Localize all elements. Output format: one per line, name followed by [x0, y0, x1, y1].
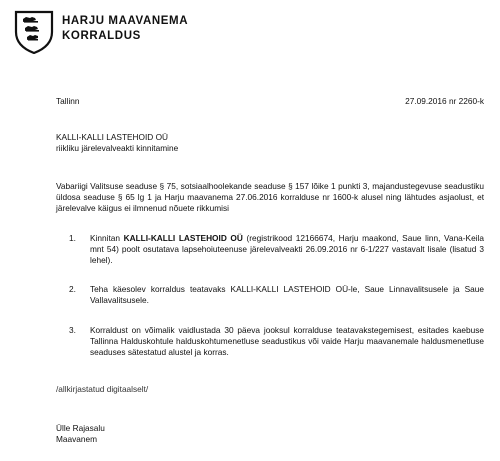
- item-text-pre: Kinnitan: [90, 233, 124, 243]
- preamble-paragraph: Vabariigi Valitsuse seaduse § 75, sotsiaalhoolekande seaduse § 157 lõike 1 punkti 3, majandustegevuse seadustiku üldosa seaduse § 65 lg 1 ja Harju maavanema 27.06.2016 korralduse nr 1600-k alusel ning lähtudes asjaolust, et järelevalve käigus ei ilmnenud nõuete rikkumisi: [56, 181, 484, 213]
- signatory-name: Ülle Rajasalu: [56, 423, 105, 433]
- subject-company: KALLI-KALLI LASTEHOID OÜ: [56, 132, 169, 142]
- list-item: [56, 325, 484, 358]
- subject-block: [56, 132, 178, 154]
- digital-signature-note: /allkirjastatud digitaalselt/: [56, 384, 149, 394]
- item-text: [90, 233, 484, 266]
- org-name-line1: HARJU MAAVANEMA: [62, 15, 189, 27]
- list-item: [56, 284, 484, 306]
- coat-of-arms-icon: [14, 10, 54, 54]
- date-and-number: 27.09.2016 nr 2260-k: [405, 96, 484, 106]
- item-company-bold: KALLI-KALLI LASTEHOID OÜ: [123, 233, 243, 243]
- item-number: 3.: [69, 325, 76, 335]
- organization-name: [62, 14, 188, 44]
- item-number: 2.: [69, 284, 76, 294]
- subject-title: riikliku järelevalveakti kinnitamine: [56, 143, 179, 153]
- org-name-line2: KORRALDUS: [62, 30, 141, 42]
- signatory-role: Maavanem: [56, 434, 98, 444]
- item-text-post: (registrikood 12166674, Harju maakond, Saue linn, Vana-Keila mnt 54) poolt osutatava lapsehoiuteenuse järelevalveakti 26.09.2016 nr 6-1/227 vastavalt lisale (lisatud 3 lehel).: [90, 233, 485, 265]
- item-text: Teha käesolev korraldus teatavaks KALLI-KALLI LASTEHOID OÜ-le, Saue Linnavalitsusele ja Saue Vallavalitsusele.: [90, 284, 484, 305]
- item-text: Korraldust on võimalik vaidlustada 30 päeva jooksul korralduse teatavakstegemisest, esitades kaebuse Tallinna Halduskohtule halduskohtumenetluse seadustikus või vaide Harju maavanemale haldusmenetluse seaduses sätestatud alustel ja korras.: [90, 325, 484, 357]
- list-item: [56, 233, 484, 266]
- place: Tallinn: [56, 96, 80, 106]
- item-number: 1.: [69, 233, 76, 243]
